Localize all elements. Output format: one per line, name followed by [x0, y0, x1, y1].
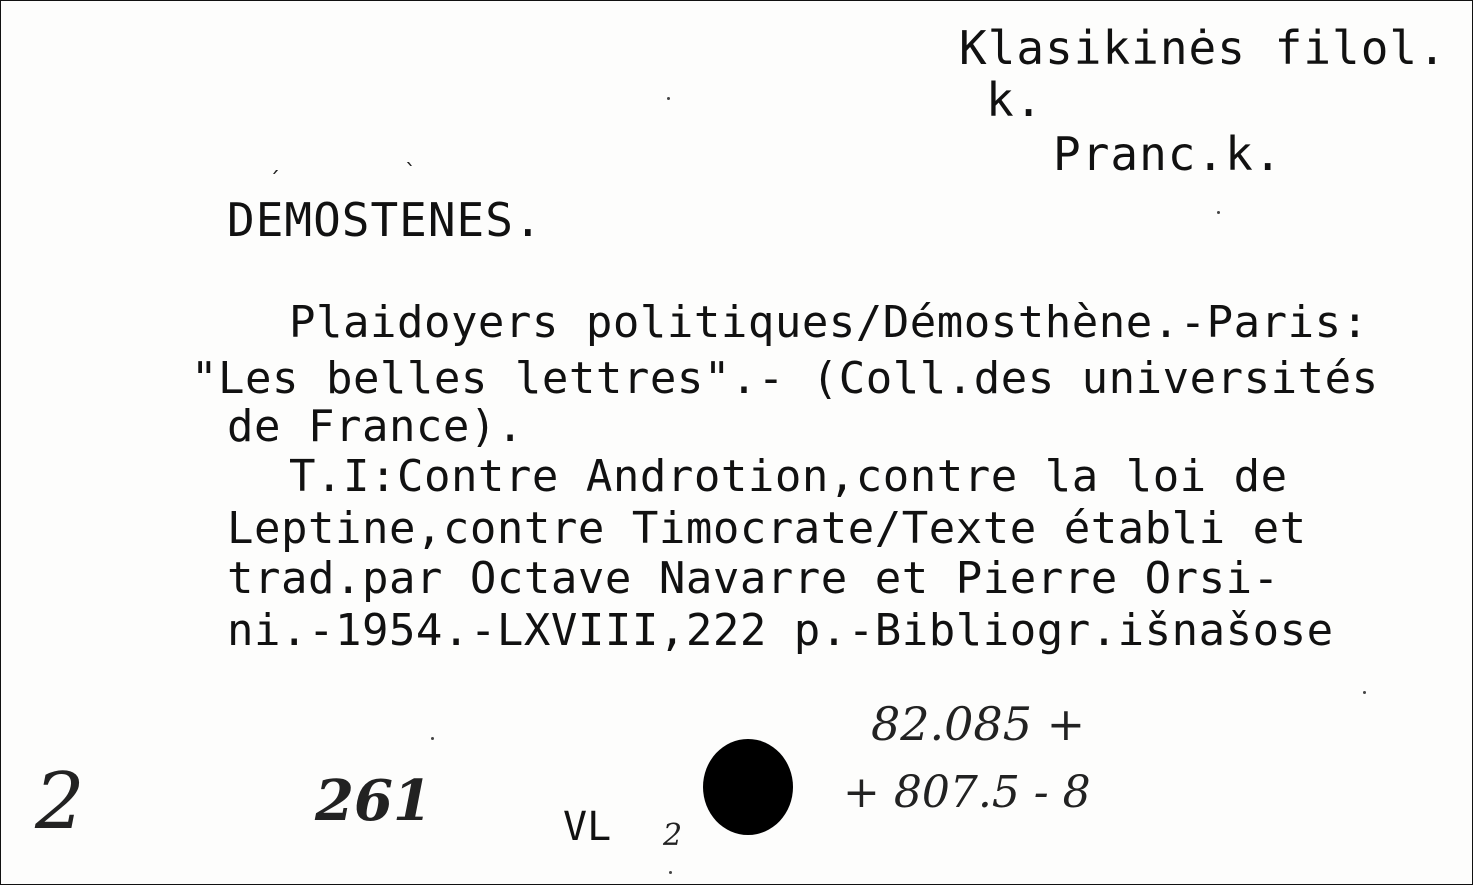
accent-mark: ˋ: [405, 161, 416, 186]
speck: [431, 737, 434, 740]
entry-line-6: trad.par Octave Navarre et Pierre Orsi-: [227, 553, 1280, 604]
entry-line-7: ni.-1954.-LXVIII,222 p.-Bibliogr.išnašose: [227, 605, 1334, 656]
speck: [667, 97, 670, 100]
speck: [1363, 691, 1366, 694]
author-heading: DEMOSTENES.: [227, 193, 543, 247]
classification-line-1: Klasikinės filol.: [959, 21, 1447, 75]
handwritten-number-1: 82.085 +: [871, 697, 1086, 751]
classification-line-2: k.: [986, 73, 1044, 127]
classification-line-3: Pranc.k.: [1053, 127, 1283, 181]
entry-line-2: "Les belles lettres".- (Coll.des universités: [191, 353, 1379, 404]
handwritten-mid-mark: 261: [315, 768, 432, 834]
handwritten-number-2: + 807.5 - 8: [843, 767, 1091, 818]
accent-mark: ˊ: [269, 169, 280, 194]
handwritten-small-mark: 2: [663, 818, 683, 853]
stamp-label: VL: [563, 804, 612, 850]
entry-line-3: de France).: [227, 401, 524, 452]
speck: [669, 871, 672, 874]
entry-line-1: Plaidoyers politiques/Démosthène.-Paris:: [289, 297, 1369, 348]
entry-line-5: Leptine,contre Timocrate/Texte établi et: [227, 503, 1307, 554]
handwritten-left-mark: 2: [35, 757, 85, 847]
filled-circle-mark: [703, 739, 793, 835]
speck: [1217, 211, 1220, 214]
entry-line-4: T.I:Contre Androtion,contre la loi de: [289, 451, 1288, 502]
